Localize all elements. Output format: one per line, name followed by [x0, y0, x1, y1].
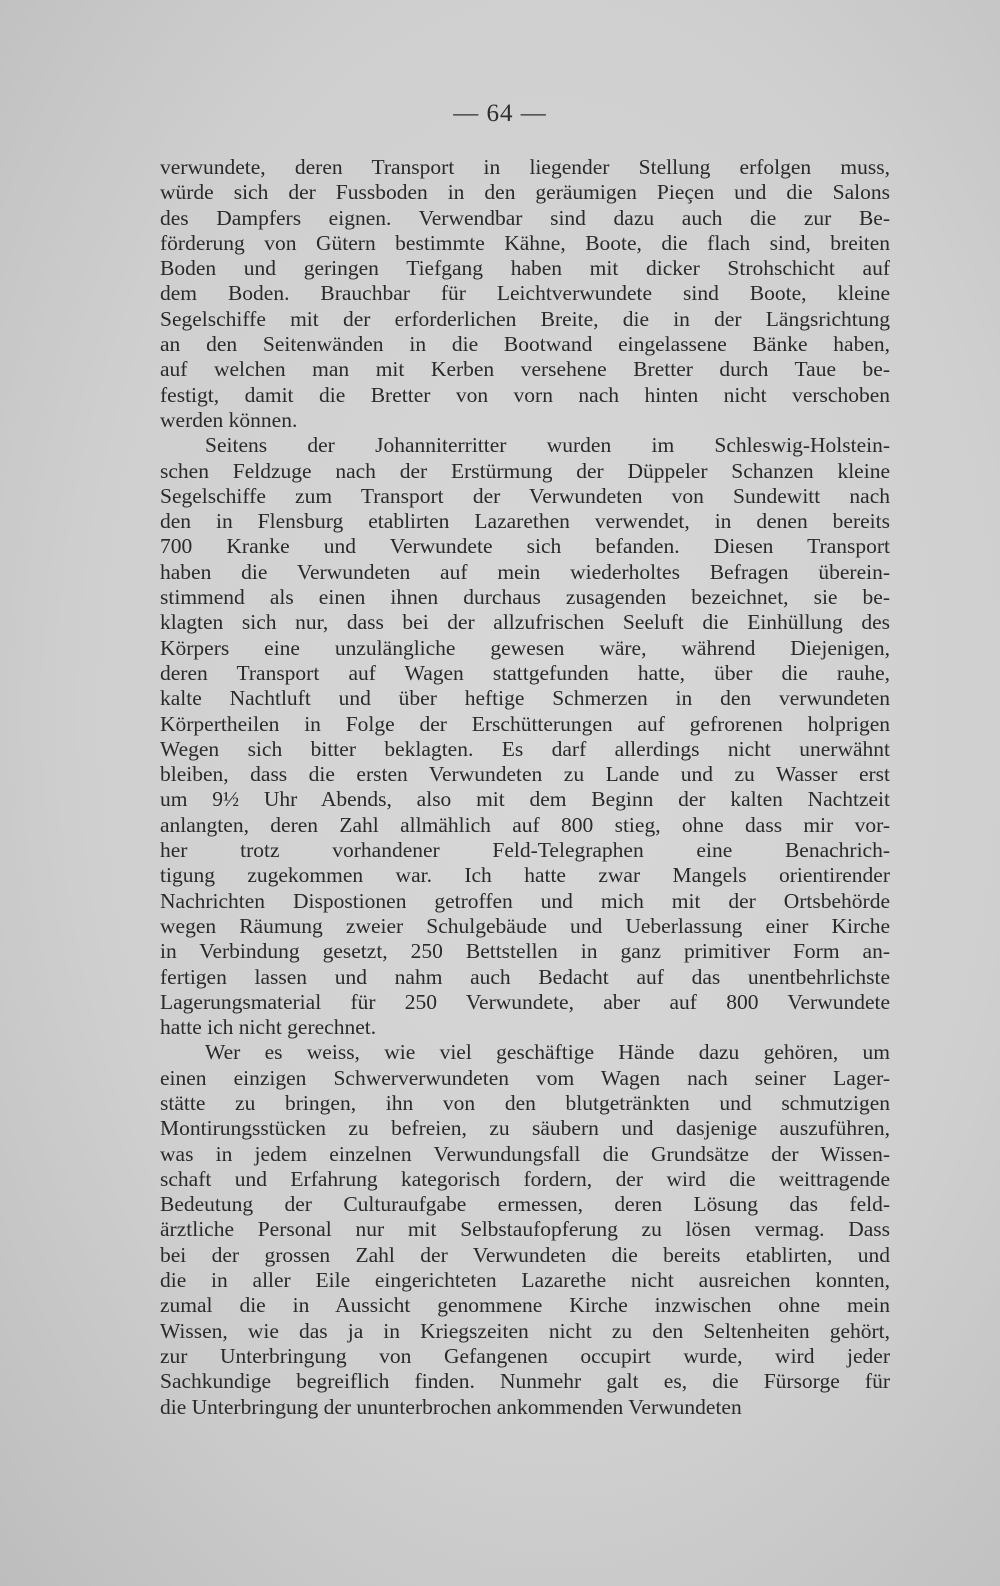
text-line: her trotz vorhandener Feld-Telegraphen eine Benachrich- [160, 838, 890, 863]
text-line: klagten sich nur, dass bei der allzufrischen Seeluft die Einhüllung des [160, 610, 890, 635]
text-line: werden können. [160, 407, 298, 432]
text-line: Wegen sich bitter beklagten. Es darf allerdings nicht unerwähnt [160, 736, 890, 761]
text-line: Wissen, wie das ja in Kriegszeiten nicht zu den Seltenheiten gehört, [160, 1318, 890, 1343]
text-line: hatte ich nicht gerechnet. [160, 1015, 377, 1040]
text-line: den in Flensburg etablirten Lazarethen verwendet, in denen bereits [160, 509, 890, 534]
text-line: verwundete, deren Transport in liegender Stellung erfolgen muss, [160, 155, 890, 179]
text-line: um 9½ Uhr Abends, also mit dem Beginn der kalten Nachtzeit [160, 787, 890, 812]
text-line: einen einzigen Schwerverwundeten vom Wagen nach seiner Lager- [160, 1065, 890, 1090]
page-number: — 64 — [453, 100, 547, 127]
text-line: förderung von Gütern bestimmte Kähne, Boote, die flach sind, breiten [160, 230, 890, 255]
text-line: bei der grossen Zahl der Verwundeten die bereits etablirten, und [160, 1242, 890, 1267]
text-line: tigung zugekommen war. Ich hatte zwar Mangels orientirender [160, 863, 890, 888]
text-line: Segelschiffe zum Transport der Verwundeten von Sundewitt nach [160, 483, 890, 508]
text-line: was in jedem einzelnen Verwundungsfall die Grundsätze der Wissen- [160, 1141, 890, 1166]
text-line: kalte Nachtluft und über heftige Schmerzen in den verwundeten [160, 686, 890, 711]
text-line: Wer es weiss, wie viel geschäftige Hände dazu gehören, um [205, 1040, 890, 1065]
text-line: Seitens der Johanniterritter wurden im Schleswig-Holstein- [205, 433, 890, 458]
text-line: Montirungsstücken zu befreien, zu säubern und dasjenige auszuführen, [160, 1116, 890, 1141]
text-line: stätte zu bringen, ihn von den blutgetränkten und schmutzigen [160, 1090, 890, 1115]
text-line: Körpertheilen in Folge der Erschütterungen auf gefrorenen holprigen [160, 711, 890, 736]
text-line: wegen Räumung zweier Schulgebäude und Ueberlassung einer Kirche [160, 913, 890, 938]
text-line: würde sich der Fussboden in den geräumigen Pieçen und die Salons [160, 180, 890, 205]
text-line: Sachkundige begreiflich finden. Nunmehr galt es, die Fürsorge für [160, 1369, 890, 1394]
text-line: anlangten, deren Zahl allmählich auf 800 stieg, ohne dass mir vor- [160, 812, 890, 837]
text-line: die Unterbringung der ununterbrochen ankommenden Verwundeten [160, 1394, 742, 1419]
text-line: 700 Kranke und Verwundete sich befanden. Diesen Transport [160, 534, 890, 559]
text-line: dem Boden. Brauchbar für Leichtverwundete sind Boote, kleine [160, 281, 890, 306]
text-line: an den Seitenwänden in die Bootwand eingelassene Bänke haben, [160, 332, 890, 357]
text-line: Segelschiffe mit der erforderlichen Breite, die in der Längsrichtung [160, 306, 890, 331]
body-text [160, 155, 890, 1420]
text-line: Lagerungsmaterial für 250 Verwundete, aber auf 800 Verwundete [160, 989, 890, 1014]
text-line: zumal die in Aussicht genommene Kirche inzwischen ohne mein [160, 1293, 890, 1318]
text-line: die in aller Eile eingerichteten Lazarethe nicht ausreichen konnten, [160, 1268, 890, 1293]
text-line: haben die Verwundeten auf mein wiederholtes Befragen überein- [160, 559, 890, 584]
text-line: schaft und Erfahrung kategorisch fordern, der wird die weittragende [160, 1166, 890, 1191]
text-line: stimmend als einen ihnen durchaus zusagenden bezeichnet, sie be- [160, 585, 890, 610]
text-line: Körpers eine unzulängliche gewesen wäre, während Diejenigen, [160, 635, 890, 660]
text-line: festigt, damit die Bretter von vorn nach hinten nicht verschoben [160, 382, 890, 407]
text-line: schen Feldzuge nach der Erstürmung der Düppeler Schanzen kleine [160, 458, 890, 483]
text-line: deren Transport auf Wagen stattgefunden hatte, über die rauhe, [160, 660, 890, 685]
text-line: des Dampfers eignen. Verwendbar sind dazu auch die zur Be- [160, 205, 890, 230]
text-line: bleiben, dass die ersten Verwundeten zu Lande und zu Wasser erst [160, 762, 890, 787]
text-line: ärztliche Personal nur mit Selbstaufopferung zu lösen vermag. Dass [160, 1217, 890, 1242]
text-line: Bedeutung der Culturaufgabe ermessen, deren Lösung das feld- [160, 1192, 890, 1217]
text-line: zur Unterbringung von Gefangenen occupirt wurde, wird jeder [160, 1343, 890, 1368]
text-line: Boden und geringen Tiefgang haben mit dicker Strohschicht auf [160, 256, 890, 281]
text-line: auf welchen man mit Kerben versehene Bretter durch Taue be- [160, 357, 890, 382]
text-line: Nachrichten Dispostionen getroffen und mich mit der Ortsbehörde [160, 888, 890, 913]
text-line: in Verbindung gesetzt, 250 Bettstellen in ganz primitiver Form an- [160, 939, 890, 964]
text-line: fertigen lassen und nahm auch Bedacht auf das unentbehrlichste [160, 964, 890, 989]
